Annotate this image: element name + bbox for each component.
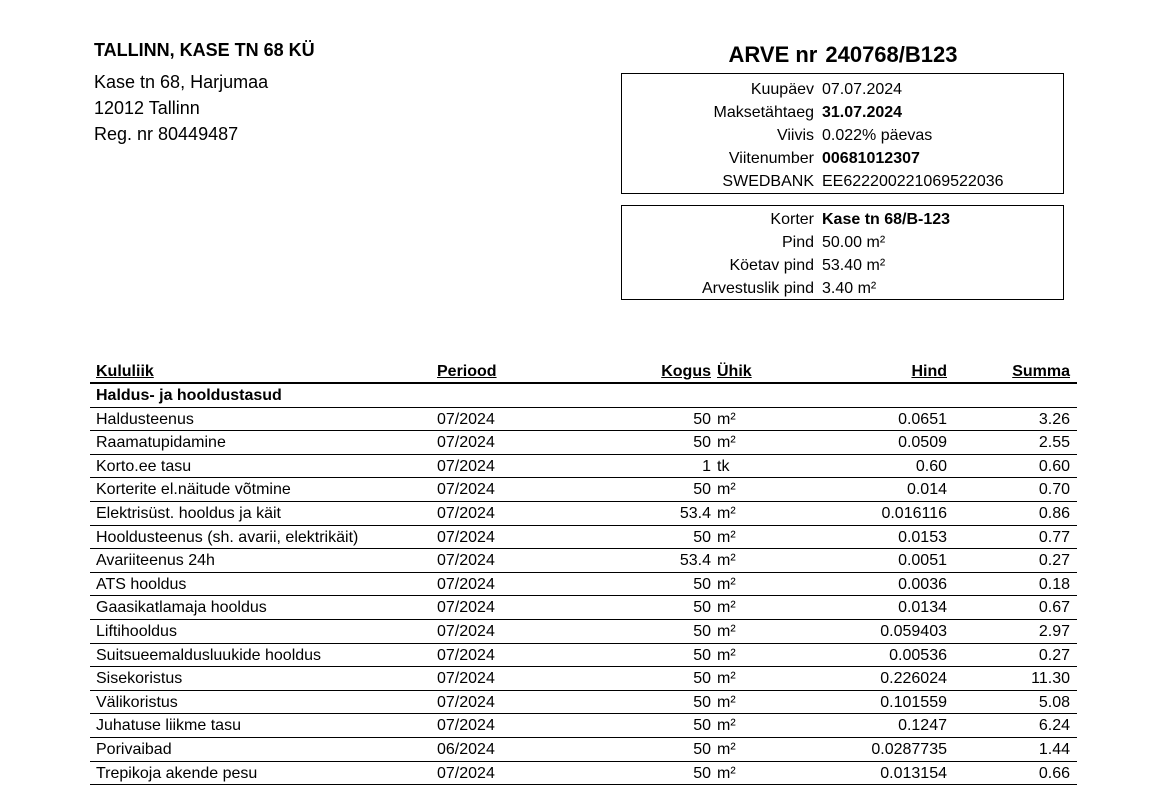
table-row [90,573,1077,597]
cell-unit: m² [717,528,736,546]
company-address-line1: Kase tn 68, Harjumaa [94,72,269,92]
cell-period: 07/2024 [437,481,495,499]
cell-sum: 1.44 [1038,740,1070,758]
cell-qty: 50 [693,434,711,452]
cell-period: 07/2024 [437,622,495,640]
apartment-value: 50.00 m² [822,234,886,251]
cell-sum: 0.70 [1038,481,1070,499]
cell-unit: m² [717,717,736,735]
apartment-value: Kase tn 68/B-123 [822,211,951,228]
cell-price: 0.0036 [898,575,947,593]
cell-unit: m² [717,434,736,452]
detail-value: 31.07.2024 [822,104,903,121]
cell-sum: 2.97 [1038,622,1070,640]
cell-unit: m² [717,670,736,688]
cell-period: 07/2024 [437,457,495,475]
cell-price: 0.1247 [898,717,947,735]
charges-table [90,360,1077,785]
cell-price: 0.0509 [898,434,947,452]
invoice-details-box [621,73,1064,194]
cell-period: 07/2024 [437,528,495,546]
cell-price: 0.016116 [881,504,947,522]
cell-sum: 0.60 [1038,457,1070,475]
cell-price: 0.0651 [898,410,947,428]
cell-name: Haldusteenus [96,410,194,428]
table-row [90,644,1077,668]
cell-period: 06/2024 [437,740,495,758]
cell-name: Korto.ee tasu [96,457,192,475]
cell-unit: m² [717,646,736,664]
cell-qty: 50 [693,599,711,617]
cell-price: 0.0153 [898,528,947,546]
cell-sum: 11.30 [1031,670,1070,688]
cell-period: 07/2024 [437,552,495,570]
cell-period: 07/2024 [437,764,495,782]
table-row [90,714,1077,738]
cell-name: Liftihooldus [96,622,177,640]
cell-qty: 50 [693,717,711,735]
cell-unit: m² [717,504,736,522]
cell-name: Sisekoristus [96,670,183,688]
cell-qty: 50 [693,410,711,428]
apartment-key: Köetav pind [729,257,814,274]
apartment-key: Korter [770,211,814,228]
table-row [90,667,1077,691]
cell-qty: 50 [693,740,711,758]
cell-qty: 53.4 [679,504,711,522]
table-row [90,478,1077,502]
cell-unit: m² [717,599,736,617]
cell-period: 07/2024 [437,599,495,617]
cell-price: 0.059403 [880,622,947,640]
cell-period: 07/2024 [437,410,495,428]
cell-price: 0.0051 [898,552,947,570]
cell-price: 0.014 [906,481,947,499]
cell-unit: m² [717,410,736,428]
detail-key: Viitenumber [728,150,814,167]
header-name: Kululiik [96,363,154,380]
cell-unit: m² [717,693,736,711]
cell-qty: 50 [693,622,711,640]
cell-period: 07/2024 [437,575,495,593]
cell-sum: 0.86 [1038,504,1070,522]
detail-row-due-date [622,101,1063,124]
cell-name: Gaasikatlamaja hooldus [96,599,267,617]
cell-name: Hooldusteenus (sh. avarii, elektrikäit) [96,528,359,546]
table-row [90,762,1077,785]
header-qty: Kogus [661,363,711,380]
apartment-row-billing-area [622,277,1063,300]
detail-value: EE622200221069522036 [822,173,1004,190]
cell-sum: 0.66 [1038,764,1070,782]
cell-qty: 50 [693,764,711,782]
cell-sum: 0.27 [1038,646,1070,664]
header-period: Periood [437,363,497,380]
cell-price: 0.0287735 [871,740,947,758]
cell-name: Raamatupidamine [96,434,226,452]
cell-period: 07/2024 [437,434,495,452]
invoice-title [620,42,1066,68]
cell-period: 07/2024 [437,646,495,664]
cell-name: Suitsueemaldusluukide hooldus [96,646,322,664]
detail-key: Kuupäev [750,81,814,98]
invoice-number: 240768/B123 [825,42,958,67]
cell-sum: 3.26 [1038,410,1070,428]
cell-qty: 1 [702,457,711,475]
cell-qty: 50 [693,693,711,711]
apartment-row-area [622,231,1063,254]
detail-key: Viivis [776,127,814,144]
table-row [90,691,1077,715]
cell-unit: m² [717,740,736,758]
cell-price: 0.60 [915,457,947,475]
cell-sum: 2.55 [1038,434,1070,452]
company-address-line2: 12012 Tallinn [94,98,200,118]
detail-key: SWEDBANK [722,173,814,190]
cell-period: 07/2024 [437,670,495,688]
cell-price: 0.00536 [889,646,947,664]
company-name: TALLINN, KASE TN 68 KÜ [94,40,315,60]
cell-unit: m² [717,481,736,499]
cell-sum: 0.27 [1038,552,1070,570]
table-row [90,738,1077,762]
table-row [90,408,1077,432]
header-price: Hind [911,363,947,380]
header-sum: Summa [1012,363,1070,380]
cell-unit: m² [717,575,736,593]
cell-qty: 50 [693,575,711,593]
detail-row-reference [622,147,1063,170]
table-header-row [90,360,1077,384]
apartment-row-name [622,208,1063,231]
cell-price: 0.226024 [880,670,947,688]
apartment-key: Arvestuslik pind [701,280,814,297]
cell-qty: 50 [693,646,711,664]
table-row [90,455,1077,479]
detail-row-penalty [622,124,1063,147]
cell-qty: 50 [693,528,711,546]
cell-name: ATS hooldus [96,575,187,593]
invoice-label: ARVE nr [728,42,818,67]
cell-name: Korterite el.näitude võtmine [96,481,291,499]
cell-name: Välikoristus [96,693,178,711]
cell-price: 0.013154 [880,764,947,782]
cell-unit: tk [717,457,730,475]
cell-qty: 50 [693,670,711,688]
table-row [90,549,1077,573]
cell-sum: 6.24 [1038,717,1070,735]
cell-name: Elektrisüst. hooldus ja käit [96,504,281,522]
table-row [90,596,1077,620]
table-row [90,502,1077,526]
apartment-key: Pind [781,234,814,251]
table-row [90,526,1077,550]
detail-value: 00681012307 [822,150,920,167]
cell-qty: 50 [693,481,711,499]
section-title: Haldus- ja hooldustasud [96,387,282,404]
cell-sum: 5.08 [1038,693,1070,711]
cell-price: 0.101559 [880,693,947,711]
apartment-row-heated-area [622,254,1063,277]
detail-value: 07.07.2024 [822,81,903,98]
cell-sum: 0.67 [1038,599,1070,617]
detail-key: Maksetähtaeg [713,104,814,121]
cell-period: 07/2024 [437,504,495,522]
detail-row-bank [622,170,1063,193]
company-reg-number: Reg. nr 80449487 [94,124,239,144]
table-row [90,431,1077,455]
header-unit: Ühik [717,363,752,380]
cell-qty: 53.4 [679,552,711,570]
apartment-value: 3.40 m² [822,280,877,297]
cell-name: Avariiteenus 24h [96,552,215,570]
cell-sum: 0.77 [1038,528,1070,546]
cell-period: 07/2024 [437,717,495,735]
cell-unit: m² [717,622,736,640]
apartment-value: 53.40 m² [822,257,886,274]
cell-name: Juhatuse liikme tasu [96,717,241,735]
cell-period: 07/2024 [437,693,495,711]
cell-unit: m² [717,764,736,782]
cell-price: 0.0134 [898,599,947,617]
section-title-row [90,384,1077,408]
cell-sum: 0.18 [1038,575,1070,593]
detail-row-date [622,78,1063,101]
table-row [90,620,1077,644]
detail-value: 0.022% päevas [822,127,933,144]
apartment-details-box [621,205,1064,300]
cell-name: Trepikoja akende pesu [96,764,258,782]
cell-name: Porivaibad [96,740,172,758]
cell-unit: m² [717,552,736,570]
